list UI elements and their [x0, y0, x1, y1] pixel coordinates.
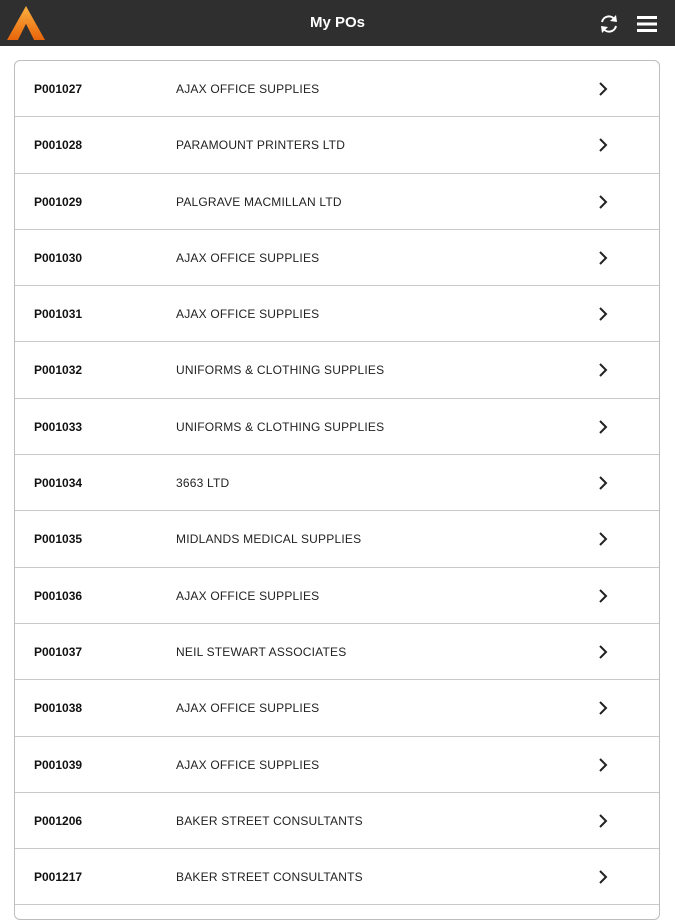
po-list-item[interactable] [15, 61, 659, 117]
po-number: P001035 [34, 532, 83, 547]
chevron-right-icon[interactable] [598, 700, 608, 716]
po-number: P001030 [34, 250, 83, 265]
po-list-item[interactable] [15, 511, 659, 567]
po-list-item[interactable] [15, 342, 659, 398]
po-number: P001027 [34, 82, 83, 96]
po-list-item[interactable] [15, 230, 659, 286]
chevron-right-icon[interactable] [598, 194, 608, 210]
chevron-right-icon[interactable] [598, 81, 608, 97]
chevron-right-icon[interactable] [598, 306, 608, 322]
chevron-right-icon[interactable] [598, 362, 608, 378]
po-list-item[interactable] [15, 117, 659, 173]
chevron-right-icon[interactable] [598, 419, 608, 435]
chevron-right-icon[interactable] [598, 757, 608, 773]
po-number: P001217 [34, 870, 83, 885]
supplier-name: AJAX OFFICE SUPPLIES [176, 82, 320, 96]
refresh-icon[interactable] [598, 13, 620, 35]
chevron-right-icon[interactable] [598, 813, 608, 829]
supplier-name: NEIL STEWART ASSOCIATES [176, 644, 347, 659]
chevron-right-icon[interactable] [598, 869, 608, 885]
po-list-item[interactable] [15, 680, 659, 736]
supplier-name: 3663 LTD [176, 476, 230, 491]
supplier-name: UNIFORMS & CLOTHING SUPPLIES [176, 419, 385, 434]
po-list-item[interactable] [15, 174, 659, 230]
po-list-item[interactable] [15, 849, 659, 905]
po-list-item[interactable] [15, 624, 659, 680]
po-list-item[interactable] [15, 737, 659, 793]
chevron-right-icon[interactable] [598, 137, 608, 153]
supplier-name: AJAX OFFICE SUPPLIES [176, 701, 320, 716]
po-number: P001038 [34, 701, 83, 716]
po-number: P001032 [34, 363, 83, 378]
po-number: P001206 [34, 813, 83, 828]
supplier-name: BAKER STREET CONSULTANTS [176, 813, 363, 828]
supplier-name: BAKER STREET CONSULTANTS [176, 870, 363, 885]
po-number: P001039 [34, 757, 83, 772]
chevron-right-icon[interactable] [598, 250, 608, 266]
supplier-name: AJAX OFFICE SUPPLIES [176, 757, 320, 772]
po-list-item[interactable] [15, 455, 659, 511]
supplier-name: PARAMOUNT PRINTERS LTD [176, 138, 346, 153]
supplier-name: MIDLANDS MEDICAL SUPPLIES [176, 532, 362, 547]
hamburger-menu-icon[interactable] [636, 13, 658, 35]
supplier-name: AJAX OFFICE SUPPLIES [176, 307, 320, 322]
po-number: P001036 [34, 588, 83, 603]
chevron-right-icon[interactable] [598, 644, 608, 660]
po-number: P001037 [34, 644, 83, 659]
chevron-right-icon[interactable] [598, 531, 608, 547]
po-list-item[interactable] [15, 568, 659, 624]
app-header [0, 0, 675, 46]
po-number: P001028 [34, 138, 83, 153]
supplier-name: AJAX OFFICE SUPPLIES [176, 588, 320, 603]
po-number: P001033 [34, 419, 83, 434]
chevron-right-icon[interactable] [598, 588, 608, 604]
po-list-item[interactable] [15, 793, 659, 849]
page-title: My POs [309, 14, 366, 31]
po-number: P001029 [34, 194, 83, 209]
po-list-item[interactable] [15, 286, 659, 342]
supplier-name: UNIFORMS & CLOTHING SUPPLIES [176, 363, 385, 378]
chevron-right-icon[interactable] [598, 475, 608, 491]
po-list [14, 60, 660, 920]
supplier-name: PALGRAVE MACMILLAN LTD [176, 194, 342, 209]
supplier-name: AJAX OFFICE SUPPLIES [176, 250, 320, 265]
po-number: P001034 [34, 476, 83, 491]
po-list-item[interactable] [15, 399, 659, 455]
po-number: P001031 [34, 307, 83, 322]
